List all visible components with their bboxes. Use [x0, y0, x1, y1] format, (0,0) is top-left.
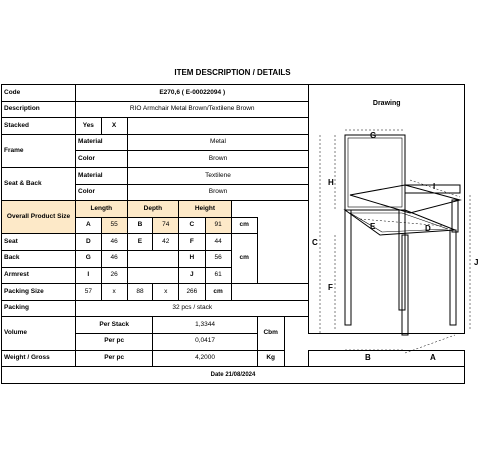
volume-unit: Cbm: [257, 317, 284, 350]
label-i: I: [433, 182, 436, 191]
code-value: E270,6 ( E-00022094 ): [76, 85, 309, 102]
dim-d-val: 46: [101, 234, 127, 251]
dim-j: J: [179, 267, 205, 284]
stacked-mark: X: [101, 118, 127, 135]
stacked-label: Stacked: [2, 118, 76, 135]
dim-unit: cm: [231, 217, 257, 234]
depth-label: Depth: [127, 201, 179, 218]
packing-label: Packing: [2, 300, 76, 317]
code-label: Code: [2, 85, 76, 102]
seat-back-label: Seat & Back: [2, 167, 76, 200]
weight-label: Weight / Gross: [2, 350, 76, 367]
label-h: H: [328, 178, 335, 187]
per-stack-label: Per Stack: [76, 317, 153, 334]
dim-a-val: 55: [101, 217, 127, 234]
seat-color-label: Color: [76, 184, 128, 201]
description-label: Description: [2, 101, 76, 118]
chair-drawing: [310, 125, 485, 375]
overall-size-label: Overall Product Size: [2, 201, 76, 234]
spec-table: [1, 84, 479, 384]
frame-material: Metal: [127, 134, 309, 151]
label-c: C: [312, 238, 319, 247]
dim-c: C: [179, 217, 205, 234]
packing-x2: x: [153, 284, 179, 301]
dim-e-val: 42: [153, 234, 179, 251]
frame-color-label: Color: [76, 151, 128, 168]
frame-label: Frame: [2, 134, 76, 167]
document-title: ITEM DESCRIPTION / DETAILS: [174, 68, 291, 77]
dim-i-val: 26: [101, 267, 127, 284]
volume-per-pc-label: Per pc: [76, 333, 153, 350]
packing-value: 32 pcs / stack: [76, 300, 309, 317]
label-e: E: [370, 222, 376, 231]
packing-l: 57: [76, 284, 102, 301]
dim-f-val: 44: [205, 234, 231, 251]
back-leg-left: [345, 210, 351, 325]
packing-unit: cm: [205, 284, 231, 301]
dim-i: I: [76, 267, 102, 284]
dim-f: F: [179, 234, 205, 251]
dim-g: G: [76, 250, 102, 267]
frame-material-label: Material: [76, 134, 128, 151]
dim-unit-2: cm: [231, 234, 257, 284]
dim-c-val: 91: [205, 217, 231, 234]
dim-g-val: 46: [101, 250, 127, 267]
drawing-title: Drawing: [372, 100, 401, 107]
seat-material: Textilene: [127, 167, 309, 184]
label-f: F: [328, 283, 334, 292]
weight-unit: Kg: [257, 350, 284, 367]
weight-value: 4,2000: [153, 350, 257, 367]
packing-h: 266: [179, 284, 205, 301]
seat-dim-label: Seat: [2, 234, 76, 251]
backrest-shape: [345, 135, 405, 210]
dim-h-val: 56: [205, 250, 231, 267]
label-a: A: [430, 353, 437, 362]
seat-material-label: Material: [76, 167, 128, 184]
per-stack-value: 1,3344: [153, 317, 257, 334]
volume-label: Volume: [2, 317, 76, 350]
frame-color: Brown: [127, 151, 309, 168]
row-code: [2, 85, 465, 102]
description-value: RIO Armchair Metal Brown/Textilene Brown: [76, 101, 309, 118]
dim-a: A: [76, 217, 102, 234]
dim-d: D: [76, 234, 102, 251]
label-b: B: [365, 353, 372, 362]
volume-per-pc-value: 0,0417: [153, 333, 257, 350]
height-label: Height: [179, 201, 231, 218]
dim-b-val: 74: [153, 217, 179, 234]
drawing-cell: [309, 85, 479, 362]
label-g: G: [370, 131, 377, 140]
packing-x1: x: [101, 284, 127, 301]
dim-j-val: 61: [205, 267, 231, 284]
packing-w: 88: [127, 284, 153, 301]
packing-size-label: Packing Size: [2, 284, 76, 301]
date: Date 21/08/2024: [2, 367, 465, 384]
seat-color: Brown: [127, 184, 309, 201]
stacked-yes: Yes: [76, 118, 102, 135]
weight-per-pc-label: Per pc: [76, 350, 153, 367]
back-dim-label: Back: [2, 250, 76, 267]
armrest-dim-label: Armrest: [2, 267, 76, 284]
dim-h: H: [179, 250, 205, 267]
dim-e: E: [127, 234, 153, 251]
label-d: D: [425, 224, 432, 233]
label-j: J: [474, 258, 479, 267]
dim-b: B: [127, 217, 153, 234]
length-label: Length: [76, 201, 128, 218]
front-leg-right: [450, 230, 456, 325]
